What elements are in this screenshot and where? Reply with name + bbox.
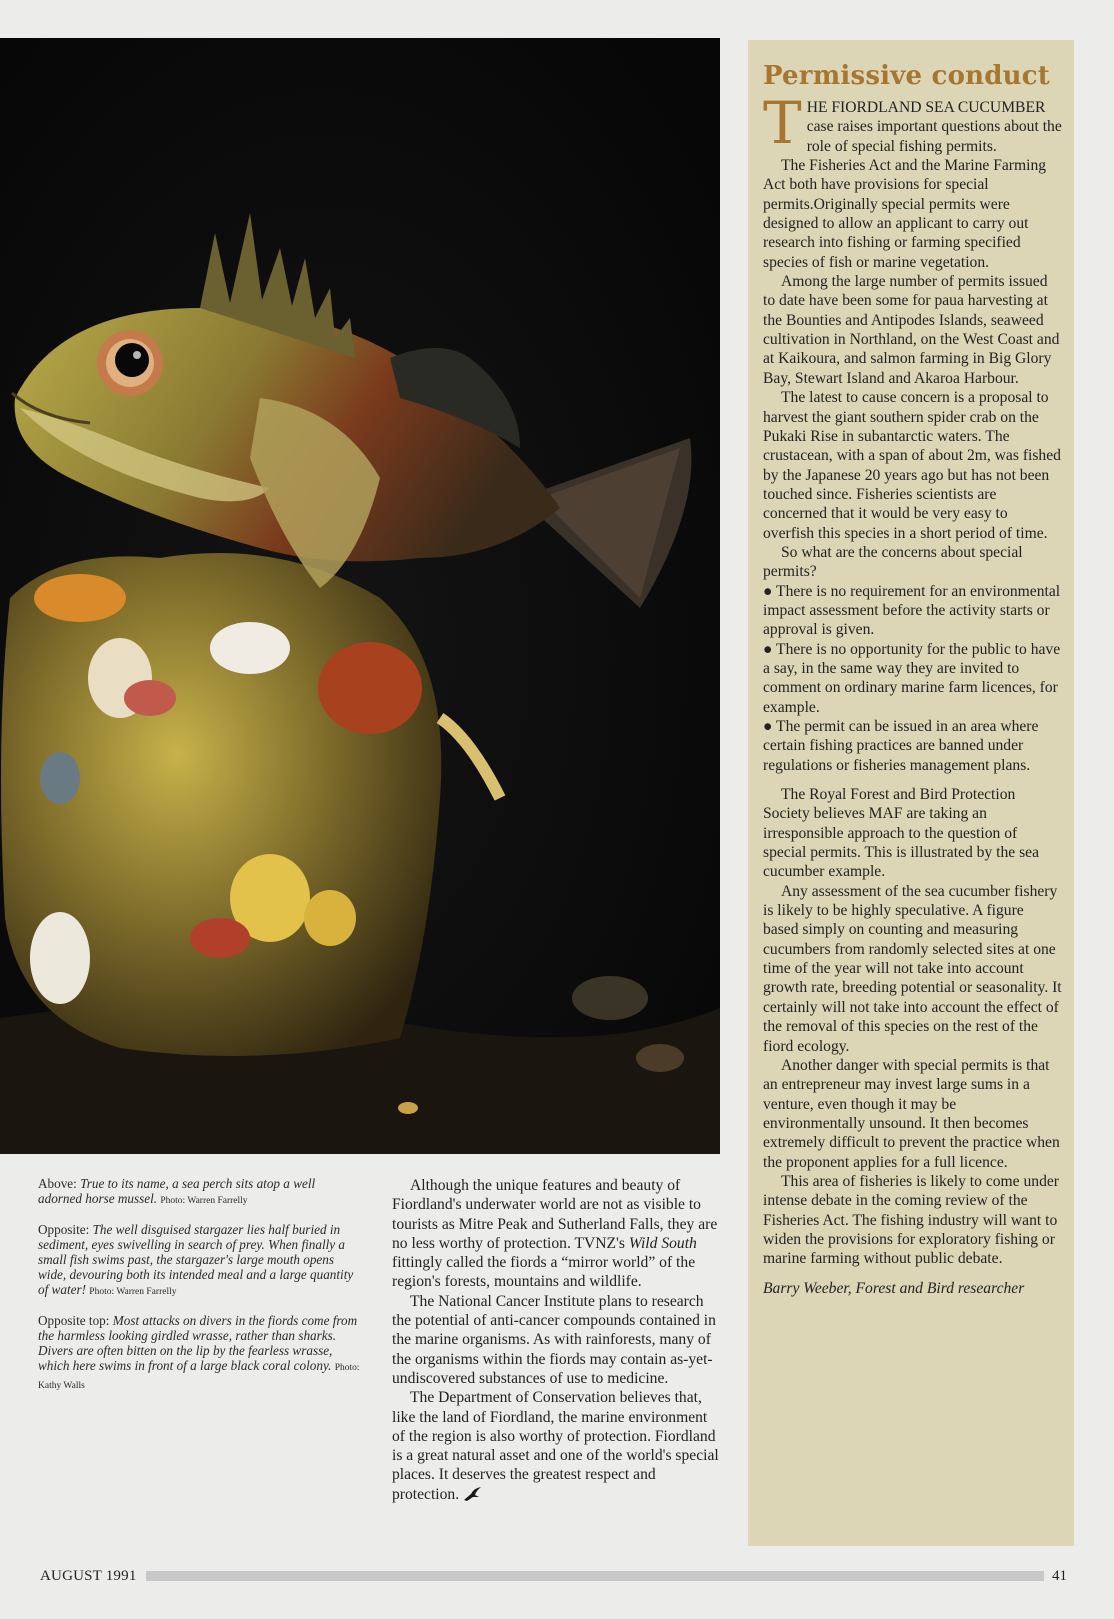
sidebar-box — [748, 40, 1074, 1546]
end-mark-bird-icon — [463, 1486, 483, 1502]
caption-above: Above: True to its name, a sea perch sits atop a well adorned horse mussel. Photo: Warren Farrelly — [38, 1176, 316, 1206]
sidebar-paragraph: The Fisheries Act and the Marine Farming Act both have provisions for special permits.Originally special permits were designed to allow an applicant to carry out research into fishing or farming specified species of fish or marine vegetation. — [763, 157, 1047, 271]
sidebar-paragraph: Among the large number of permits issued to date have been some for paua harvesting at the Bounties and Antipodes Islands, seaweed cultivation in Northland, on the West Coast and at Kaikoura, and salmon farming in Big Glory Bay, Stewart Island and Akaroa Harbour. — [763, 273, 1060, 387]
bullet-item: ● The permit can be issued in an area where certain fishing practices are banned under regulations or fisheries management plans. — [763, 718, 1039, 774]
sea-perch-photo — [0, 38, 720, 1154]
sidebar-paragraph: Any assessment of the sea cucumber fishery is likely to be highly speculative. A figure based simply on counting and measuring cucumbers from randomly selected sites at one time of the year will not take into account growth rate, breeding potential or seasonality. It certainly will not take into account the effect of the removal of this species on the rest of the fiord ecology. — [763, 882, 1062, 1055]
sidebar-title: Permissive conduct — [763, 61, 1050, 91]
bullet-item: ● There is no requirement for an environmental impact assessment before the activity starts or approval is given. — [763, 582, 1061, 639]
sea-perch-illustration — [0, 38, 720, 1154]
issue-date: AUGUST 1991 — [40, 1568, 137, 1584]
drop-cap: T — [763, 89, 802, 157]
main-article-text — [392, 1176, 720, 1504]
article-paragraph: The National Cancer Institute plans to research the potential of anti-cancer compounds contained in the marine organisms. As with rainforests, many of the organisms within the fiords may contain as-yet-undiscovered substances of use to medicine. — [392, 1292, 716, 1387]
footer-rule — [146, 1571, 1044, 1581]
sidebar-byline: Barry Weeber, Forest and Bird researcher — [763, 1279, 1025, 1297]
sidebar-paragraph: The latest to cause concern is a proposal to harvest the giant southern spider crab on the Pukaki Rise in subantarctic waters. The crustacean, with a span of about 2m, was fished by the Japanese 20 years ago but has not been touched since. Fisheries scientists are concerned that it would be very easy to overfish this species in a short period of time. — [763, 389, 1061, 542]
article-paragraph: Although the unique features and beauty of Fiordland's underwater world are not as visible to tourists as Mitre Peak and Sutherland Falls, they are no less worthy of protection. TVNZ's Wild South fittingly called the fiords a “mirror world” of the region's forests, mountains and wildlife. — [392, 1177, 718, 1291]
sidebar-paragraph: This area of fisheries is likely to come under intense debate in the coming review of the Fisheries Act. The fishing industry will want to widen the provisions for exploratory fishing or marine farming without public debate. — [763, 1172, 1059, 1268]
article-paragraph: The Department of Conservation believes that, like the land of Fiordland, the marine environment of the region is also worthy of protection. Fiordland is a great natural asset and one of the world's special places. It deserves the greatest respect and protection. — [392, 1389, 719, 1503]
sidebar-body — [763, 89, 1062, 1298]
page-number: 41 — [1052, 1568, 1067, 1584]
caption-opposite-top: Opposite top: Most attacks on divers in the fiords come from the harmless looking girdled wrasse, rather than sharks. Divers are often bitten on the lip by the fearless wrasse, which here swims in front of a large black coral colony. Photo: Kathy Walls — [38, 1313, 360, 1391]
caption-opposite: Opposite: The well disguised stargazer lies half buried in sediment, eyes swivelling in search of prey. When finally a small fish swims past, the stargazer's large mouth opens wide, devouring both its intended meal and a large quantity of water! Photo: Warren Farrelly — [38, 1222, 354, 1297]
sidebar-paragraph: Another danger with special permits is that an entrepreneur may invest large sums in a venture, even though it may be environmentally unsound. It then becomes extremely difficult to prevent the practice when the proponent applies for a full licence. — [763, 1056, 1060, 1171]
sidebar-opening: THE FIORDLAND SEA CUCUMBER case raises important questions about the role of special fishing permits. — [763, 89, 1062, 157]
photo-captions — [38, 1176, 360, 1407]
bullet-item: ● There is no opportunity for the public to have a say, in the same way they are invited to comment on ordinary marine farm licences, for example. — [763, 640, 1061, 716]
sidebar-paragraph: The Royal Forest and Bird Protection Society believes MAF are taking an irresponsible approach to the question of special permits. This is illustrated by the sea cucumber example. — [763, 786, 1040, 881]
sidebar-paragraph: So what are the concerns about special permits? — [763, 543, 1023, 581]
